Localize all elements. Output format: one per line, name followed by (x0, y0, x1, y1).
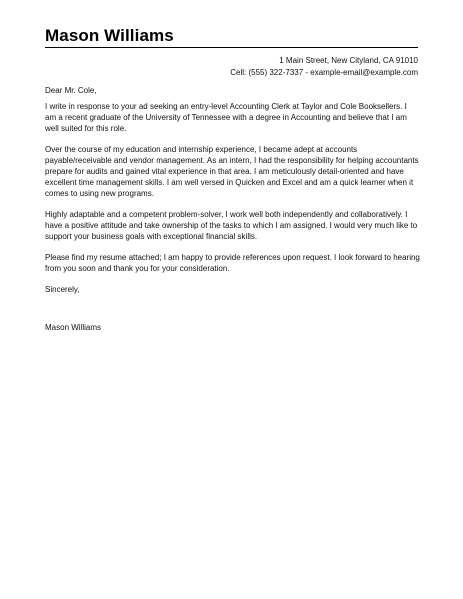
paragraph-skills: Highly adaptable and a competent problem-solver, I work well both independently and collaboratively. I have a positive attitude and take ownership of the tasks to which I am assigned. I would very much like to support your business goals with exceptional financial skills. (45, 210, 418, 241)
sender-contact-line: Cell: (555) 322-7337 - example-email@example.com (230, 68, 418, 77)
salutation: Dear Mr. Cole, (45, 86, 97, 95)
letter-body (45, 85, 420, 333)
closing: Sincerely, (45, 285, 80, 294)
paragraph-closing: Please find my resume attached; I am happy to provide references upon request. I look forward to hearing from you soon and thank you for your consideration. (45, 253, 420, 273)
sender-name: Mason Williams (45, 26, 174, 45)
paragraph-intro: I write in response to your ad seeking an entry-level Accounting Clerk at Taylor and Cole Booksellers. I am a recent graduate of the University of Tennessee with a degree in Accounting and believe that I am well suited for this role. (45, 102, 407, 133)
signature: Mason Williams (45, 323, 102, 332)
paragraph-experience: Over the course of my education and internship experience, I became adept at accounts payable/receivable and vendor management. As an intern, I had the responsibility for helping accountants prepare for audits and gained vital experience in that area. I am meticulously detail-oriented and have excellent time management skills. I am well versed in Quicken and Excel and am a quick learner when it comes to using new programs. (45, 145, 419, 198)
contact-block (230, 55, 418, 79)
sender-address: 1 Main Street, New Cityland, CA 91010 (279, 56, 418, 65)
header-divider (45, 47, 418, 48)
